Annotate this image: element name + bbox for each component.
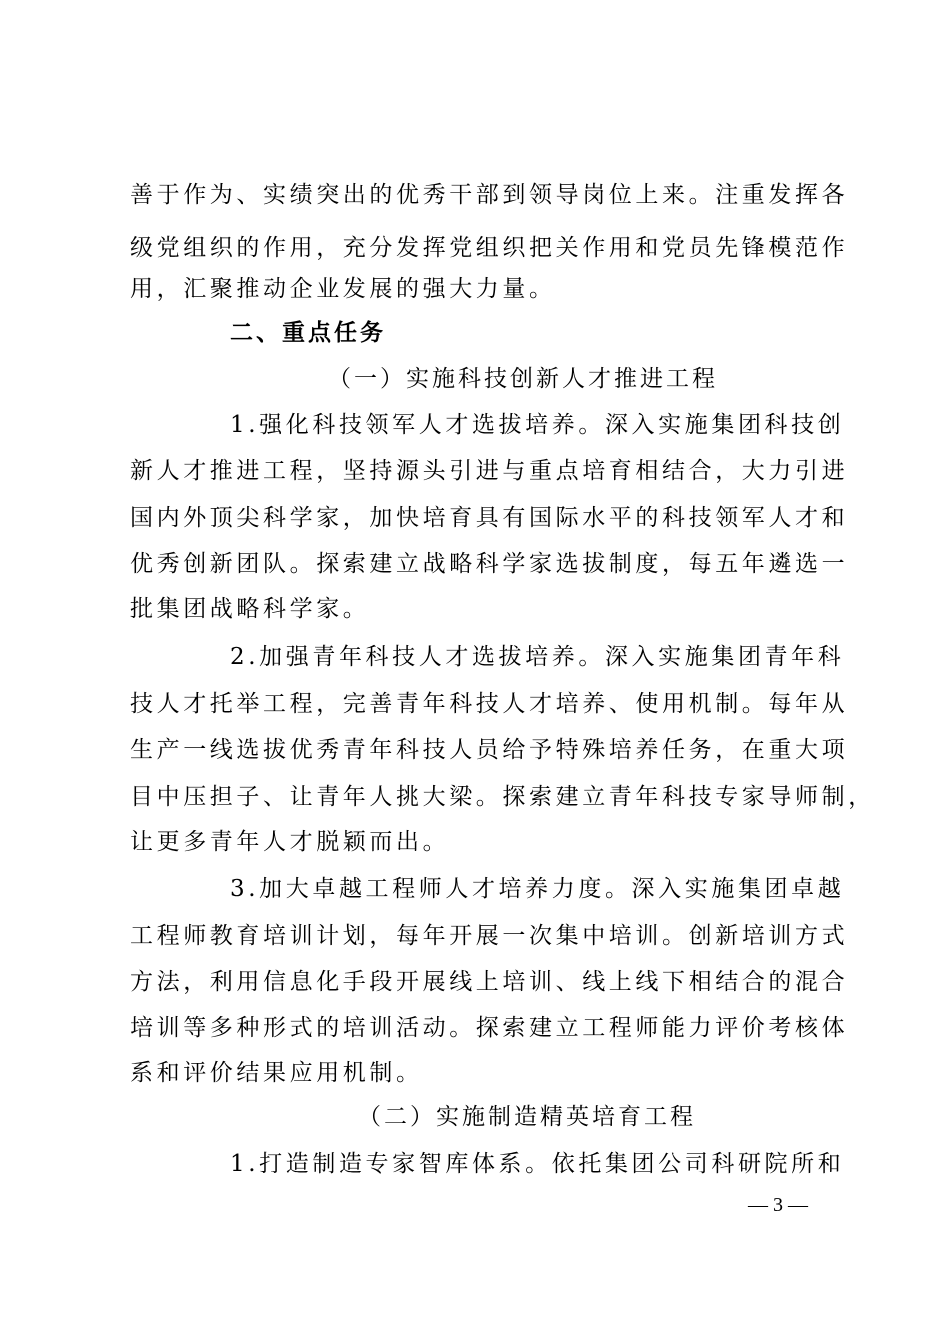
- paragraph-line: 目中压担子、让青年人挑大梁。探索建立青年科技专家导师制，: [130, 784, 875, 810]
- paragraph-line: 级党组织的作用，充分发挥党组织把关作用和党员先锋模范作: [130, 235, 849, 261]
- section-title: 二、重点任务: [230, 320, 386, 346]
- page-number: — 3 —: [748, 1194, 808, 1216]
- subsection-title: （一）实施科技创新人才推进工程: [328, 366, 718, 392]
- paragraph-line: 批集团战略科学家。: [130, 596, 370, 622]
- paragraph-line: 善于作为、实绩突出的优秀干部到领导岗位上来。注重发挥各: [130, 182, 849, 208]
- paragraph-line: 新人才推进工程，坚持源头引进与重点培育相结合，大力引进: [130, 458, 849, 484]
- paragraph-line: 工程师教育培训计划，每年开展一次集中培训。创新培训方式: [130, 923, 849, 949]
- paragraph-line: 系和评价结果应用机制。: [130, 1060, 423, 1086]
- paragraph-line: 方法，利用信息化手段开展线上培训、线上线下相结合的混合: [130, 969, 849, 995]
- paragraph-line: 用，汇聚推动企业发展的强大力量。: [130, 276, 556, 302]
- paragraph-line: 1.打造制造专家智库体系。依托集团公司科研院所和: [230, 1151, 845, 1177]
- paragraph-line: 2.加强青年科技人才选拔培养。深入实施集团青年科: [230, 644, 845, 670]
- paragraph-line: 优秀创新团队。探索建立战略科学家选拔制度，每五年遴选一: [130, 551, 849, 577]
- paragraph-line: 培训等多种形式的培训活动。探索建立工程师能力评价考核体: [130, 1015, 849, 1041]
- paragraph-line: 技人才托举工程，完善青年科技人才培养、使用机制。每年从: [130, 691, 849, 717]
- paragraph-line: 国内外顶尖科学家，加快培育具有国际水平的科技领军人才和: [130, 505, 849, 531]
- paragraph-line: 让更多青年人才脱颖而出。: [130, 829, 450, 855]
- paragraph-line: 3.加大卓越工程师人才培养力度。深入实施集团卓越: [230, 876, 845, 902]
- subsection-title: （二）实施制造精英培育工程: [358, 1104, 696, 1130]
- paragraph-line: 生产一线选拔优秀青年科技人员给予特殊培养任务，在重大项: [130, 737, 849, 763]
- paragraph-line: 1.强化科技领军人才选拔培养。深入实施集团科技创: [230, 412, 845, 438]
